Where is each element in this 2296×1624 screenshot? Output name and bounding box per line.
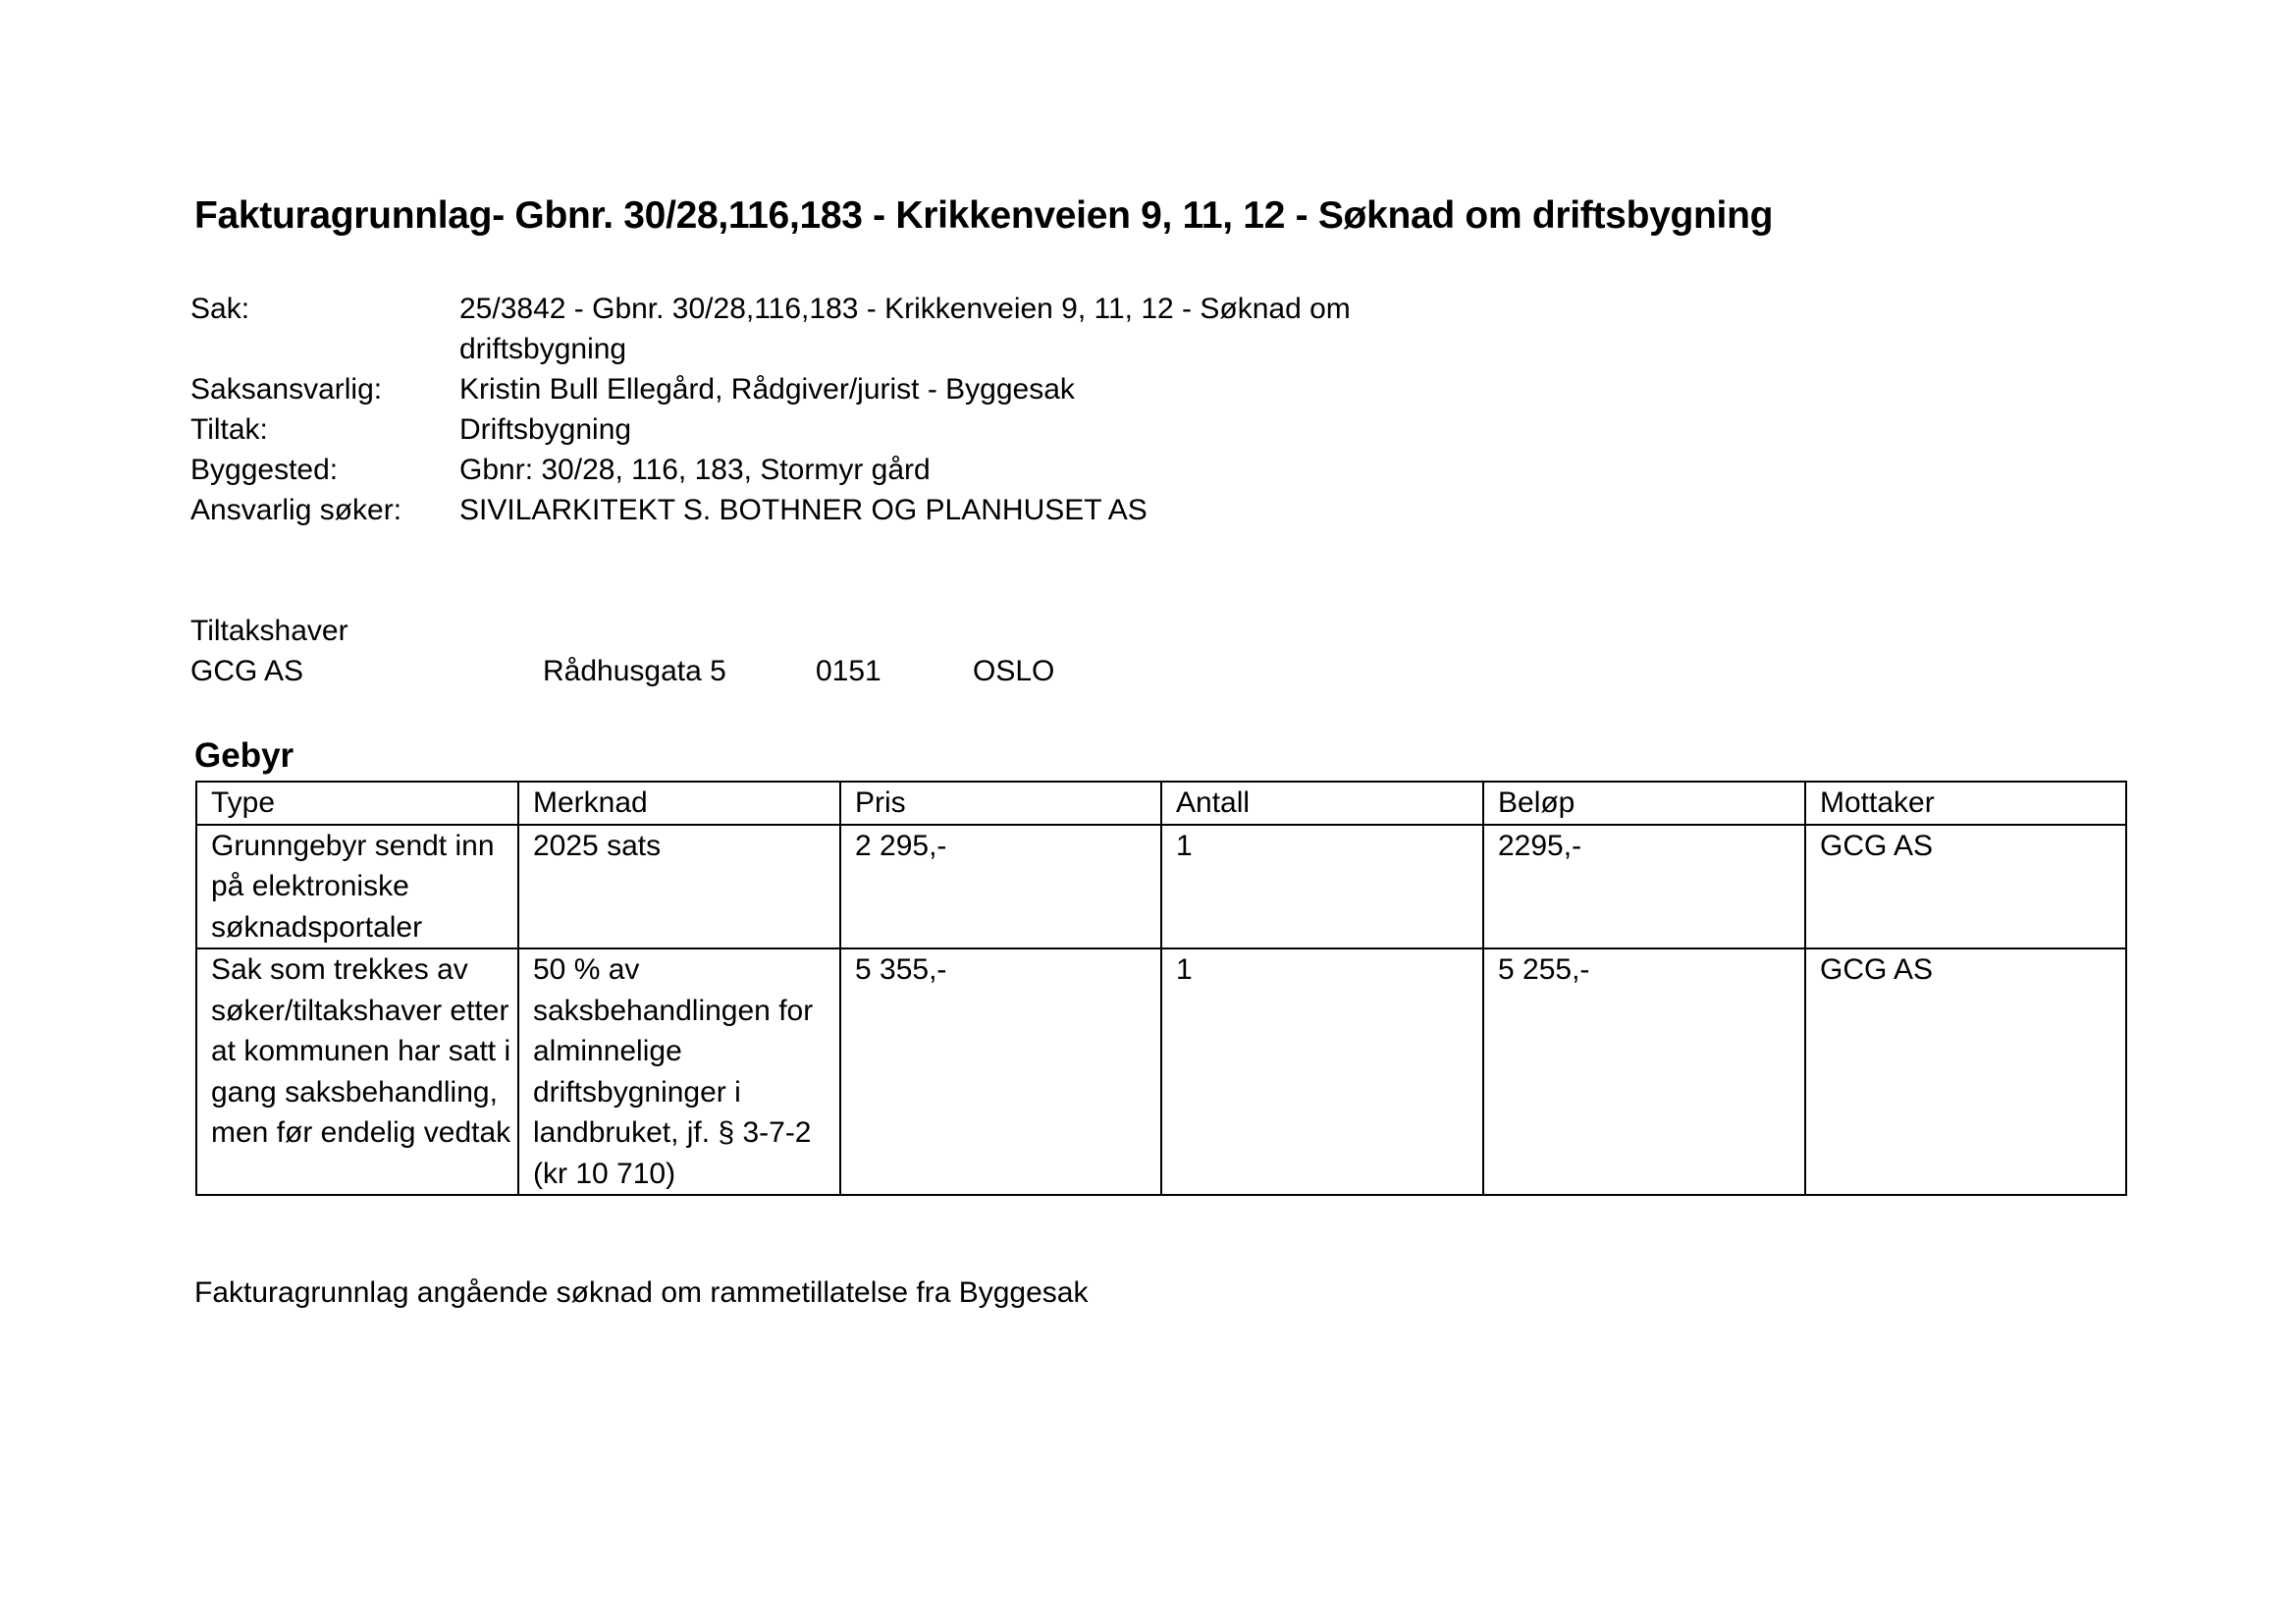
info-value: Driftsbygning: [459, 413, 632, 446]
info-label: Ansvarlig søker:: [190, 494, 402, 526]
cell-merknad: 50 % av saksbehandlingen for alminnelige driftsbygninger i landbruket, jf. § 3-7-2 (kr 10 710): [518, 948, 840, 1195]
column-header-belop: Beløp: [1483, 782, 1805, 825]
info-label: Saksansvarlig:: [190, 373, 383, 406]
info-value: SIVILARKITEKT S. BOTHNER OG PLANHUSET AS: [459, 494, 1148, 526]
info-row-saksansvarlig: [190, 369, 1402, 409]
info-row-tiltak: [190, 409, 1402, 450]
info-value: 25/3842 - Gbnr. 30/28,116,183 - Krikkenveien 9, 11, 12 - Søknad om driftsbygning: [459, 293, 1351, 365]
cell-belop: 2295,-: [1483, 825, 1805, 949]
info-label: Sak:: [190, 293, 250, 325]
table-header-row: [196, 782, 2126, 825]
case-info: [190, 289, 1402, 530]
table-row: [196, 948, 2126, 1195]
cell-belop: 5 255,-: [1483, 948, 1805, 1195]
cell-antall: 1: [1161, 825, 1483, 949]
cell-antall: 1: [1161, 948, 1483, 1195]
info-row-sak: [190, 289, 1402, 369]
cell-pris: 5 355,-: [840, 948, 1161, 1195]
info-label: Tiltak:: [190, 413, 268, 446]
info-value: Gbnr: 30/28, 116, 183, Stormyr gård: [459, 454, 931, 486]
tiltakshaver-postcode: 0151: [816, 655, 881, 687]
cell-mottaker: GCG AS: [1805, 825, 2126, 949]
fee-table: [195, 781, 2127, 1196]
column-header-merknad: Merknad: [518, 782, 840, 825]
cell-merknad: 2025 sats: [518, 825, 840, 949]
column-header-antall: Antall: [1161, 782, 1483, 825]
cell-type: Sak som trekkes av søker/tiltakshaver etter at kommunen har satt i gang saksbehandling, men før endelig vedtak: [196, 948, 518, 1195]
info-row-byggested: [190, 450, 1402, 490]
tiltakshaver-city: OSLO: [973, 655, 1055, 687]
footer-note: Fakturagrunnlag angående søknad om rammetillatelse fra Byggesak: [194, 1276, 1089, 1309]
column-header-pris: Pris: [840, 782, 1161, 825]
table-row: [196, 825, 2126, 949]
tiltakshaver-name: GCG AS: [190, 655, 304, 687]
tiltakshaver-heading: Tiltakshaver: [190, 615, 348, 647]
document-title: Fakturagrunnlag- Gbnr. 30/28,116,183 - Krikkenveien 9, 11, 12 - Søknad om driftsbygning: [194, 194, 1774, 237]
cell-type: Grunngebyr sendt inn på elektroniske søknadsportaler: [196, 825, 518, 949]
info-label: Byggested:: [190, 454, 339, 486]
cell-mottaker: GCG AS: [1805, 948, 2126, 1195]
info-row-ansvarlig-soker: [190, 490, 1402, 530]
tiltakshaver-address: Rådhusgata 5: [543, 655, 726, 687]
column-header-type: Type: [196, 782, 518, 825]
cell-pris: 2 295,-: [840, 825, 1161, 949]
column-header-mottaker: Mottaker: [1805, 782, 2126, 825]
gebyr-heading: Gebyr: [194, 736, 294, 775]
info-value: Kristin Bull Ellegård, Rådgiver/jurist - Byggesak: [459, 373, 1075, 406]
